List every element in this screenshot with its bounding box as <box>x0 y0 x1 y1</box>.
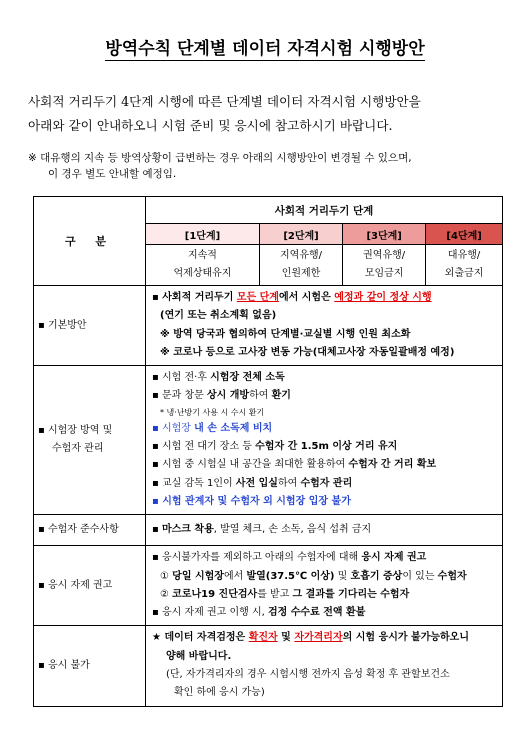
table-row <box>34 626 503 706</box>
stage-4-label: [4단계] <box>426 224 503 245</box>
intro-line: 아래와 같이 안내하오니 시험 준비 및 응시에 참고하시기 바랍니다. <box>28 118 393 133</box>
row-label-basic: ▪ 기본방안 <box>34 286 146 366</box>
stage-1-desc: 지속적 억제상태유지 <box>146 245 260 286</box>
row-label-banned: ▪ 응시 불가 <box>34 626 146 706</box>
page-title: 방역수칙 단계별 데이터 자격시험 시행방안 <box>105 39 425 59</box>
stage-4-desc: 대유행/ 외출금지 <box>426 245 503 286</box>
header-category: 구 분 <box>34 197 146 286</box>
row-content-refrain: ▪ 응시불가자를 제외하고 아래의 수험자에 대해 응시 자제 권고 ① 당일 시험장에서 발열(37.5℃ 이상) 및 호흡기 증상이 있는 수험자 ② 코로나19 진단검사를 받고 그 결과를 기다리는 수험자 ▪ 응시 자제 권고 이행 시, 검정 수수료 전액 환불 <box>146 546 503 626</box>
stage-3-label: [3단계] <box>343 224 426 245</box>
notice <box>28 150 508 182</box>
row-content-basic: ▪ 사회적 거리두기 모든 단계에서 시험은 예정과 같이 정상 시행 (연기 또는 취소계획 없음) ※ 방역 당국과 협의하여 단계별·교실별 시행 인원 최소화 ※ 코로나 등으로 고사장 변동 가능(대체고사장 자동일괄배정 예정) <box>146 286 503 366</box>
notice-line: ※ 대유행의 지속 등 방역상황이 급변하는 경우 아래의 시행방안이 변경될 수 있으며, <box>28 152 412 164</box>
table-row <box>34 366 503 515</box>
row-label-quarantine: ▪ 시험장 방역 및 수험자 관리 <box>34 366 146 515</box>
stage-2-desc: 지역유행/ 인원제한 <box>259 245 342 286</box>
row-label-rules: ▪ 수험자 준수사항 <box>34 515 146 546</box>
row-content-banned: ★ 데이터 자격검정은 확진자 및 자가격리자의 시험 응시가 불가능하오니 양해 바랍니다. (단, 자가격리자의 경우 시험시행 전까지 음성 확정 후 관할보건소 확인 하에 응시 가능) <box>146 626 503 706</box>
intro-paragraph <box>28 90 508 138</box>
table-row <box>34 546 503 626</box>
row-label-refrain: ▪ 응시 자제 권고 <box>34 546 146 626</box>
table-row <box>34 515 503 546</box>
notice-line: 이 경우 별도 안내할 예정임. <box>48 168 177 180</box>
row-content-quarantine: ▪ 시험 전·후 시험장 전체 소독 ▪ 문과 창문 상시 개방하여 환기 * 냉·난방기 사용 시 수시 환기 ▪ 시험장 내 손 소독제 비치 ▪ 시험 전 대기 장소 등 수험자 간 1.5m 이상 거리 유지 ▪ 시험 중 시험실 내 공간을 최대한 활용하여 수험자 간 거리 확보 ▪ 교실 감독 1인이 사전 입실하여 수험자 관리 ▪ 시험 관계자 및 수험자 외 시험장 입장 불가 <box>146 366 503 515</box>
stage-2-label: [2단계] <box>259 224 342 245</box>
plan-table <box>33 196 503 707</box>
stage-3-desc: 권역유행/ 모임금지 <box>343 245 426 286</box>
stage-1-label: [1단계] <box>146 224 260 245</box>
header-distancing-level: 사회적 거리두기 단계 <box>146 197 503 224</box>
intro-line: 사회적 거리두기 4단계 시행에 따른 단계별 데이터 자격시험 시행방안을 <box>28 94 421 109</box>
row-content-rules: ▪ 마스크 착용, 발열 체크, 손 소독, 음식 섭취 금지 <box>146 515 503 546</box>
table-row <box>34 286 503 366</box>
